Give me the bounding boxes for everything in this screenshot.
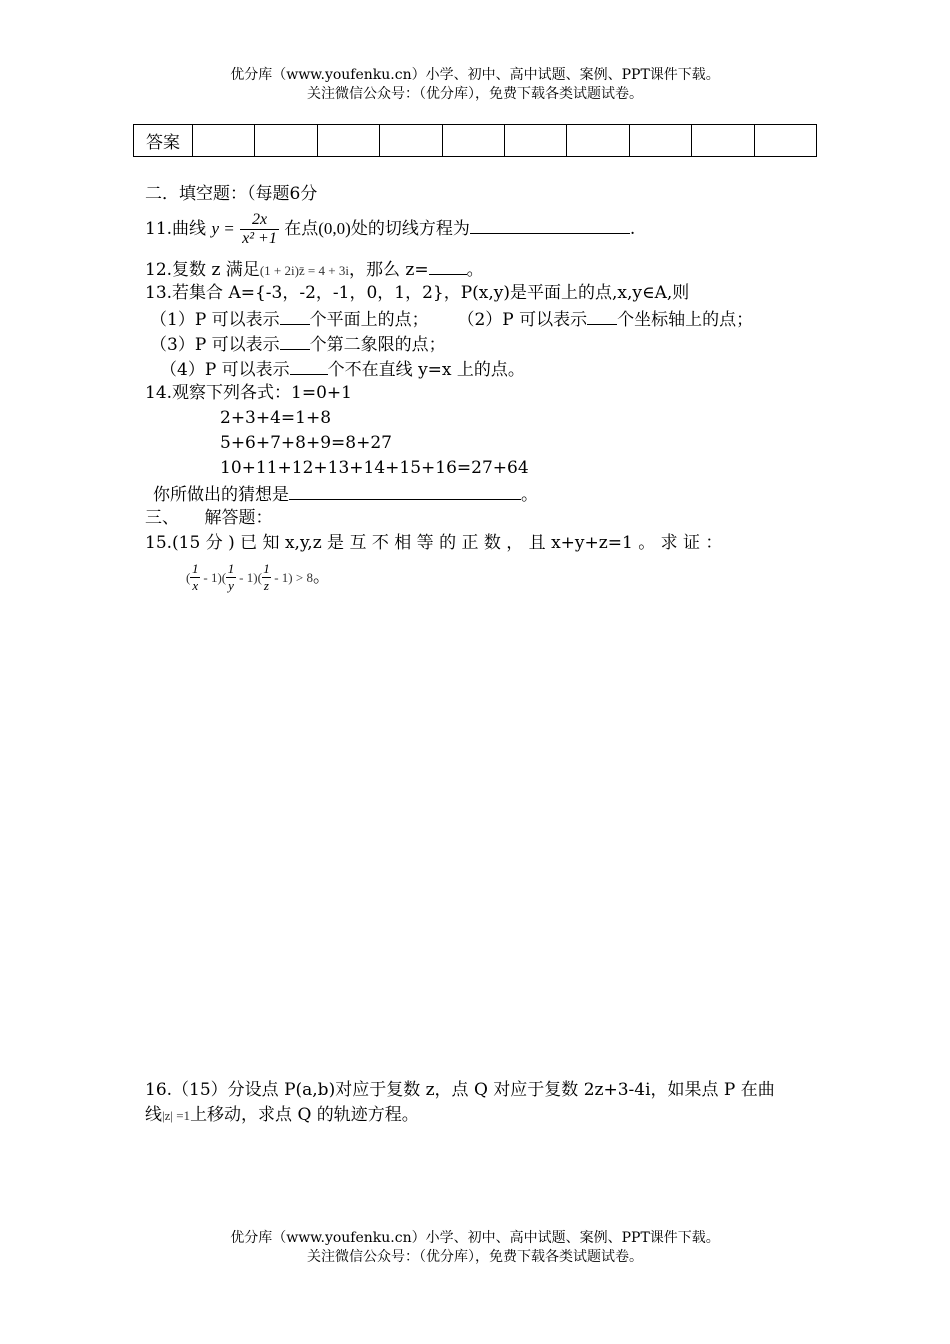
answer-cell: [629, 125, 691, 157]
page-footer: [0, 1229, 950, 1267]
q13-p2-suffix: 个坐标轴上的点；: [617, 310, 754, 330]
q11-end: .: [629, 219, 636, 239]
question-11: [145, 206, 635, 252]
q13-p3-text: （3）P 可以表示: [150, 335, 280, 355]
q11-fraction: [240, 211, 279, 248]
question-15-text: 15.(15 分 ) 已 知 x,y,z 是 互 不 相 等 的 正 数 ， 且 x+y+z=1 。 求 证 ：: [145, 533, 723, 553]
question-13-intro: 13.若集合 A={-3，-2，-1，0，1，2}，P(x,y)是平面上的点,x,y∈A,则: [145, 283, 690, 303]
q14-guess-text: 你所做出的猜想是: [153, 485, 289, 505]
answer-cell: [255, 125, 317, 157]
q13-p4-suffix: 个不在直线 y=x 上的点。: [327, 360, 525, 380]
q14-line-4: 10+11+12+13+14+15+16=27+64: [220, 458, 529, 478]
q14-answer-blank[interactable]: [289, 481, 521, 500]
q13-p2-blank[interactable]: [587, 306, 617, 325]
q13-p1-suffix: 个平面上的点；: [309, 310, 429, 330]
q15-minus-2: - 1)(: [235, 570, 262, 585]
answer-cell: [504, 125, 566, 157]
q14-guess: [153, 481, 538, 507]
question-13-part-4: [160, 356, 525, 382]
q13-p3-suffix: 个第二象限的点；: [309, 335, 446, 355]
footer-line-2: 关注微信公众号：（优分库），免费下载各类试题试卷。: [307, 1249, 643, 1265]
q13-p3-blank[interactable]: [280, 331, 310, 350]
question-16-line-2: [145, 1103, 419, 1128]
q11-numerator: 2x: [251, 211, 268, 228]
question-13-part-1-2: [150, 306, 753, 332]
q11-answer-blank[interactable]: [470, 215, 630, 234]
answer-cell: [692, 125, 754, 157]
q15-den-z: z: [263, 578, 269, 593]
q14-end: 。: [521, 485, 538, 505]
q12-prefix: 12.复数 z 满足: [145, 260, 260, 280]
answer-cell: [193, 125, 255, 157]
q11-suffix: 处的切线方程为: [350, 219, 470, 239]
header-line-2: 关注微信公众号：（优分库），免费下载各类试题试卷。: [307, 86, 643, 102]
q15-frac-z: [262, 561, 271, 594]
q15-den-y: y: [228, 578, 234, 593]
q11-prefix: 11.曲线: [145, 219, 207, 239]
q12-end: 。: [466, 260, 484, 280]
q11-denominator: x² +1: [242, 230, 277, 247]
q13-p4-blank[interactable]: [290, 356, 328, 375]
question-12: [145, 256, 484, 283]
q15-den-x: x: [192, 578, 199, 593]
q15-open: (: [186, 570, 191, 585]
answer-cell: [567, 125, 629, 157]
q13-p1-blank[interactable]: [280, 306, 310, 325]
answer-cell: [442, 125, 504, 157]
q15-frac-x: [190, 561, 200, 594]
q16-line2-suffix: 上移动，求点 Q 的轨迹方程。: [190, 1105, 419, 1125]
q15-inequality: [186, 556, 330, 599]
q15-frac-y: [226, 561, 236, 594]
q13-p2-text: （2）P 可以表示: [457, 310, 588, 330]
q15-num: 1: [227, 561, 235, 576]
section-3-title: 三、 解答题：: [145, 508, 273, 528]
question-13-part-3: [150, 331, 446, 357]
q15-minus-1: - 1)(: [200, 570, 227, 585]
q15-minus-last: - 1) > 8: [270, 570, 313, 585]
answer-label-cell: 答案: [134, 125, 193, 157]
question-14-intro: 14.观察下列各式：1=0+1: [145, 383, 352, 403]
section-2-title: 二．填空题：（每题6分: [145, 184, 318, 204]
q14-line-2: 2+3+4=1+8: [220, 408, 332, 428]
q12-expression: (1 + 2i)z̄ = 4 + 3i: [259, 263, 349, 278]
q11-point: (0,0): [318, 219, 351, 238]
q15-num: 1: [263, 561, 270, 576]
answer-table: [133, 124, 817, 157]
q12-answer-blank[interactable]: [429, 256, 467, 275]
answer-cell: [380, 125, 442, 157]
q15-end: 。: [312, 567, 330, 587]
q15-num: 1: [191, 561, 199, 576]
q16-expression: |z| =1: [162, 1108, 191, 1123]
q12-suffix: ，那么 z=: [348, 260, 429, 280]
q16-line2-prefix: 线: [145, 1105, 162, 1125]
q11-mid: 在点: [284, 219, 319, 239]
question-16-line-1: 16.（15）分设点 P(a,b)对应于复数 z，点 Q 对应于复数 2z+3-4i，如果点 P 在曲: [145, 1080, 775, 1100]
q11-y: y =: [211, 219, 235, 238]
page-header: [0, 66, 950, 104]
footer-line-1: 优分库（www.youfenku.cn）小学、初中、高中试题、案例、PPT课件下载。: [230, 1230, 720, 1246]
answer-cell: [317, 125, 379, 157]
q14-line-3: 5+6+7+8+9=8+27: [220, 433, 392, 453]
q13-p1-text: （1）P 可以表示: [150, 310, 280, 330]
answer-cell: [754, 125, 816, 157]
header-line-1: 优分库（www.youfenku.cn）小学、初中、高中试题、案例、PPT课件下载。: [230, 67, 720, 83]
q13-p4-text: （4）P 可以表示: [160, 360, 290, 380]
